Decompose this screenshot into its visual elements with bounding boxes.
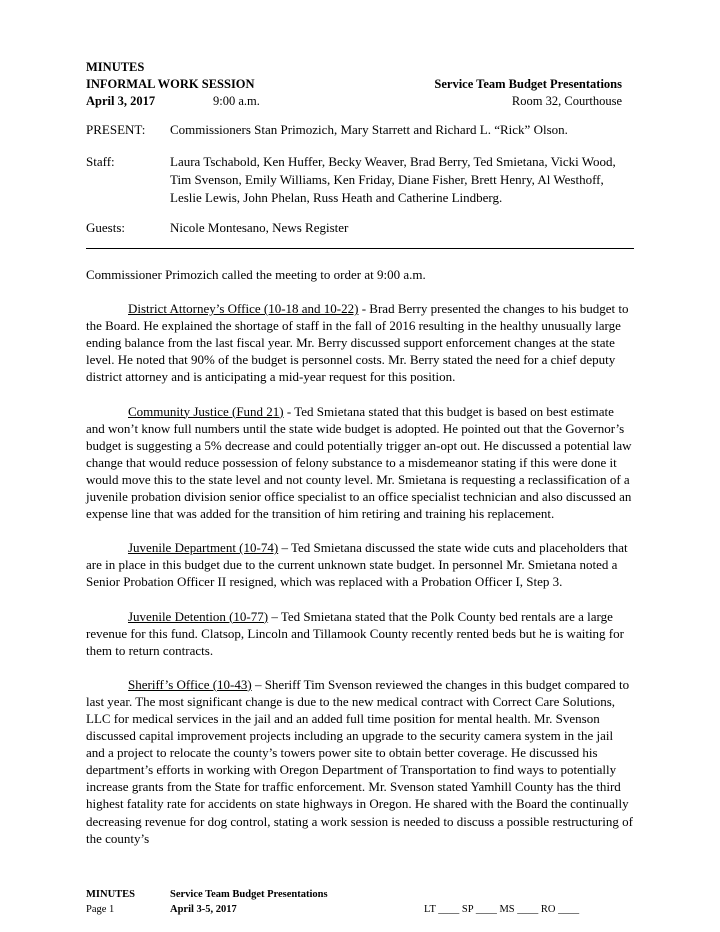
section-heading: Community Justice (Fund 21) xyxy=(128,403,284,419)
opening-paragraph: Commissioner Primozich called the meeting to order at 9:00 a.m. xyxy=(86,267,426,282)
section-text: – Ted Smietana discussed the state wide cuts and placeholders that are in place in this budget due to the current unknown state budget. In personnel Mr. Smietana noted a Senior Probation Officer II resigned, which was replaced with a Probation Officer I, Step 3. xyxy=(86,540,628,590)
session-topic: Service Team Budget Presentations xyxy=(434,77,622,91)
session-date: April 3, 2017 xyxy=(86,94,156,108)
footer-label: MINUTES xyxy=(86,889,136,900)
section-heading: Juvenile Department (10-74) xyxy=(128,540,279,556)
section-text: – Ted Smietana stated that the Polk County bed rentals are a large revenue for this fund. Clatsop, Lincoln and Tillamook County recently rented beds but he is waiting for them to return contracts. xyxy=(86,608,624,658)
session-time: 9:00 a.m. xyxy=(213,94,260,108)
section-community-justice xyxy=(86,403,634,523)
minutes-body xyxy=(86,266,634,847)
footer-dates: April 3-5, 2017 xyxy=(170,904,237,915)
footer-page-number: Page 1 xyxy=(86,904,115,915)
staff-label: Staff: xyxy=(86,154,115,169)
footer-initials: LT ____ SP ____ MS ____ RO ____ xyxy=(424,904,580,915)
footer-topic: Service Team Budget Presentations xyxy=(170,889,328,900)
guests-label: Guests: xyxy=(86,220,125,235)
section-text: – Sheriff Tim Svenson reviewed the changes in this budget compared to last year. The most significant change is due to the new medical contract with Correct Care Solutions, LLC for medical services in the jail and an added full time position for mental health. Mr. Svenson discussed capital improvement projects including an upgrade to the security camera system in the jail and a project to relocate the county’s towers power site to obtain better coverage. He discussed his department’s efforts in working with Oregon Department of Transportation to find ways to potentially increase grants from the State for traffic enforcement. Mr. Svenson stated Yamhill County has the third highest fatality rate for accidents on state highways in Oregon. He shared with the Board the continually decreasing revenue for dog control, stating a work session is needed to discuss a possible restructuring of the county’s xyxy=(86,676,633,846)
header-divider xyxy=(86,248,634,249)
section-text: - Brad Berry presented the changes to his budget to the Board. He explained the shortage of staff in the fall of 2016 resulting in the healthy unusually large ending balance from the last fiscal year. Mr. Berry discussed support enforcement changes at the state level. He noted that 90% of the budget is personnel costs. Mr. Berry stated the need for a chief deputy district attorney and is anticipating a mid-year request for this position. xyxy=(86,301,629,385)
document-title: MINUTES xyxy=(86,60,145,74)
session-location: Room 32, Courthouse xyxy=(511,94,622,108)
session-type: INFORMAL WORK SESSION xyxy=(86,77,255,91)
guests-list: Nicole Montesano, News Register xyxy=(170,220,349,235)
section-juvenile-detention xyxy=(86,608,634,659)
section-heading: Juvenile Detention (10-77) xyxy=(128,608,269,624)
section-heading: District Attorney’s Office (10-18 and 10-22) xyxy=(128,301,359,317)
section-sheriffs-office xyxy=(86,676,634,847)
section-juvenile-department xyxy=(86,539,634,590)
present-list: Commissioners Stan Primozich, Mary Starrett and Richard L. “Rick” Olson. xyxy=(170,122,568,137)
section-district-attorney xyxy=(86,300,634,385)
present-label: PRESENT: xyxy=(86,122,146,137)
staff-list: Laura Tschabold, Ken Huffer, Becky Weaver, Brad Berry, Ted Smietana, Vicki Wood, Tim Svenson, Emily Williams, Ken Friday, Diane Fisher, Brett Henry, Al Westhoff, Leslie Lewis, John Phelan, Russ Heath and Catherine Lindberg. xyxy=(170,154,616,205)
section-text: - Ted Smietana stated that this budget is based on best estimate and won’t know full numbers until the state wide budget is adopted. He pointed out that the Governor’s budget is suggesting a 5% decrease and could potentially trigger an-opt out. He discussed a potential law change that would reduce possession of felony substance to a misdemeanor stating if this were done it would move this to the state level and not county level. Mr. Smietana is requesting a reclassification of a juvenile probation division senior office specialist to an office specialist technician and also discussed an expense line that was added for the transition of him retiring and training his replacement. xyxy=(86,403,632,522)
document-header xyxy=(86,59,622,110)
section-heading: Sheriff’s Office (10-43) xyxy=(128,676,252,692)
